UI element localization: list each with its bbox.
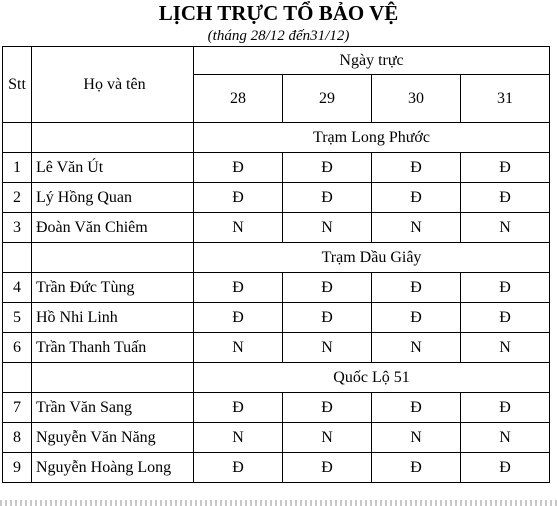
shift-cell-day-31: N: [461, 423, 550, 453]
table-row: [3, 423, 550, 453]
shift-cell-day-30: N: [372, 213, 461, 243]
shift-cell-day-29: Đ: [283, 393, 372, 423]
section-empty-cell: [32, 123, 194, 153]
section-empty-cell: [3, 123, 32, 153]
shift-cell-day-28: N: [194, 213, 283, 243]
row-name: Đoàn Văn Chiêm: [32, 213, 194, 243]
row-name: Trần Thanh Tuấn: [32, 333, 194, 363]
next-row-edge: [0, 500, 557, 506]
table-row: [3, 453, 550, 483]
table-header: [3, 47, 550, 123]
shift-cell-day-31: Đ: [461, 183, 550, 213]
table-row: [3, 183, 550, 213]
shift-cell-day-31: Đ: [461, 153, 550, 183]
table-row: [3, 303, 550, 333]
row-stt: 4: [3, 273, 32, 303]
row-stt: 7: [3, 393, 32, 423]
header-day-31: 31: [461, 75, 550, 123]
shift-cell-day-29: N: [283, 333, 372, 363]
section-empty-cell: [32, 243, 194, 273]
row-name: Lý Hồng Quan: [32, 183, 194, 213]
shift-cell-day-29: Đ: [283, 183, 372, 213]
shift-cell-day-31: N: [461, 333, 550, 363]
table-row: [3, 273, 550, 303]
row-stt: 6: [3, 333, 32, 363]
shift-cell-day-28: Đ: [194, 183, 283, 213]
shift-cell-day-28: Đ: [194, 393, 283, 423]
shift-cell-day-30: Đ: [372, 303, 461, 333]
section-title: Trạm Dầu Giây: [194, 243, 550, 273]
duty-schedule-table: [2, 46, 550, 483]
header-day-28: 28: [194, 75, 283, 123]
row-name: Nguyễn Hoàng Long: [32, 453, 194, 483]
row-stt: 3: [3, 213, 32, 243]
header-duty-days: Ngày trực: [194, 47, 550, 75]
row-stt: 2: [3, 183, 32, 213]
shift-cell-day-28: Đ: [194, 273, 283, 303]
shift-cell-day-30: Đ: [372, 393, 461, 423]
section-title: Trạm Long Phước: [194, 123, 550, 153]
section-row: [3, 243, 550, 273]
section-title: Quốc Lộ 51: [194, 363, 550, 393]
shift-cell-day-28: Đ: [194, 153, 283, 183]
shift-cell-day-30: Đ: [372, 273, 461, 303]
shift-cell-day-29: Đ: [283, 273, 372, 303]
shift-cell-day-29: Đ: [283, 453, 372, 483]
shift-cell-day-30: Đ: [372, 453, 461, 483]
row-stt: 9: [3, 453, 32, 483]
shift-cell-day-29: Đ: [283, 303, 372, 333]
shift-cell-day-30: Đ: [372, 153, 461, 183]
shift-cell-day-28: Đ: [194, 453, 283, 483]
shift-cell-day-29: N: [283, 423, 372, 453]
section-row: [3, 123, 550, 153]
header-day-30: 30: [372, 75, 461, 123]
section-empty-cell: [32, 363, 194, 393]
section-row: [3, 363, 550, 393]
row-name: Hồ Nhi Linh: [32, 303, 194, 333]
shift-cell-day-28: N: [194, 423, 283, 453]
header-stt: Stt: [3, 47, 32, 123]
header-day-29: 29: [283, 75, 372, 123]
row-stt: 8: [3, 423, 32, 453]
table-row: [3, 213, 550, 243]
table-body: [3, 123, 550, 483]
shift-cell-day-30: N: [372, 423, 461, 453]
row-name: Lê Văn Út: [32, 153, 194, 183]
shift-cell-day-30: N: [372, 333, 461, 363]
shift-cell-day-29: Đ: [283, 153, 372, 183]
row-name: Nguyễn Văn Năng: [32, 423, 194, 453]
page-subtitle: (tháng 28/12 đến31/12): [207, 28, 350, 44]
shift-cell-day-31: Đ: [461, 303, 550, 333]
section-empty-cell: [3, 363, 32, 393]
row-name: Trần Văn Sang: [32, 393, 194, 423]
header-name: Họ và tên: [32, 47, 194, 123]
row-stt: 1: [3, 153, 32, 183]
shift-cell-day-29: N: [283, 213, 372, 243]
section-empty-cell: [3, 243, 32, 273]
row-name: Trần Đức Tùng: [32, 273, 194, 303]
page-title: LỊCH TRỰC TỔ BẢO VỆ: [158, 1, 399, 25]
shift-cell-day-31: N: [461, 213, 550, 243]
shift-cell-day-30: Đ: [372, 183, 461, 213]
shift-cell-day-31: Đ: [461, 273, 550, 303]
shift-cell-day-31: Đ: [461, 453, 550, 483]
row-stt: 5: [3, 303, 32, 333]
shift-cell-day-31: Đ: [461, 393, 550, 423]
table-row: [3, 333, 550, 363]
shift-cell-day-28: N: [194, 333, 283, 363]
shift-cell-day-28: Đ: [194, 303, 283, 333]
table-row: [3, 153, 550, 183]
table-row: [3, 393, 550, 423]
